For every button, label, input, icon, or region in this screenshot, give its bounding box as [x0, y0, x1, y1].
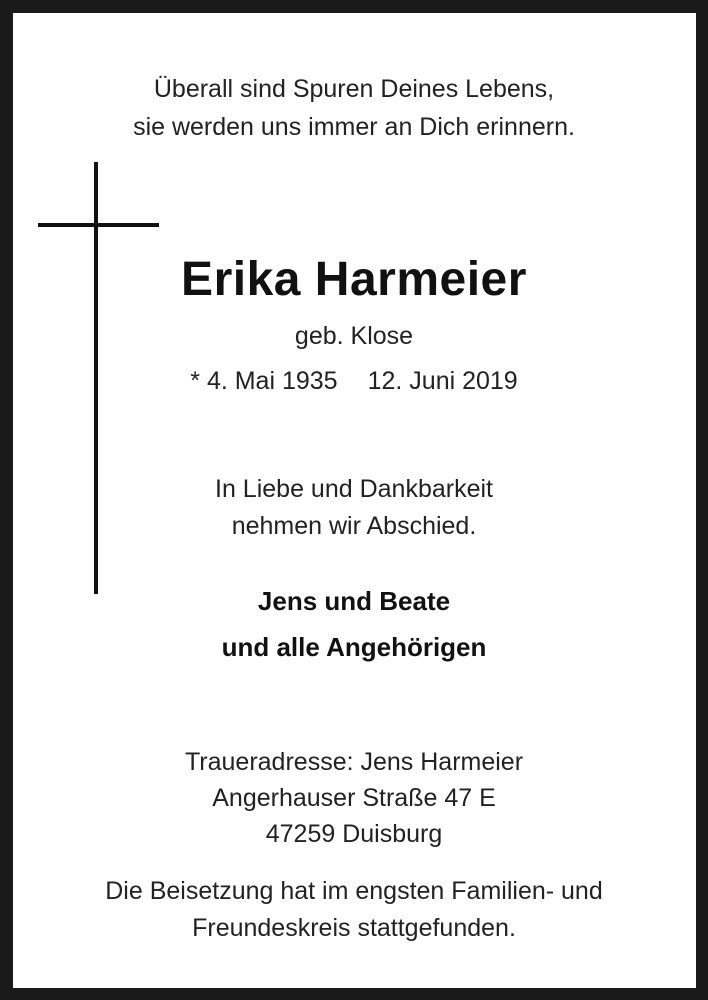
birth-date: * 4. Mai 1935 — [190, 367, 338, 395]
address-line-3: 47259 Duisburg — [265, 820, 443, 848]
birth-name: geb. Klose — [294, 322, 414, 350]
verse-line-2: sie werden uns immer an Dich erinnern. — [133, 113, 575, 141]
burial-note-line-1: Die Beisetzung hat im engsten Familien- und — [105, 877, 603, 905]
mourners-line-1: Jens und Beate — [257, 586, 451, 616]
burial-note-line-2: Freundeskreis stattgefunden. — [192, 914, 516, 942]
mourners-line-2: und alle Angehörigen — [221, 632, 487, 662]
farewell-line-1: In Liebe und Dankbarkeit — [215, 475, 493, 503]
address-line-1: Traueradresse: Jens Harmeier — [184, 748, 524, 776]
address-line-2: Angerhauser Straße 47 E — [212, 784, 496, 812]
verse-line-1: Überall sind Spuren Deines Lebens, — [153, 75, 555, 103]
cross-horizontal-bar — [38, 223, 159, 227]
life-dates — [0, 367, 708, 396]
death-date: 12. Juni 2019 — [367, 367, 518, 395]
farewell-line-2: nehmen wir Abschied. — [231, 512, 477, 540]
deceased-name: Erika Harmeier — [181, 253, 527, 306]
